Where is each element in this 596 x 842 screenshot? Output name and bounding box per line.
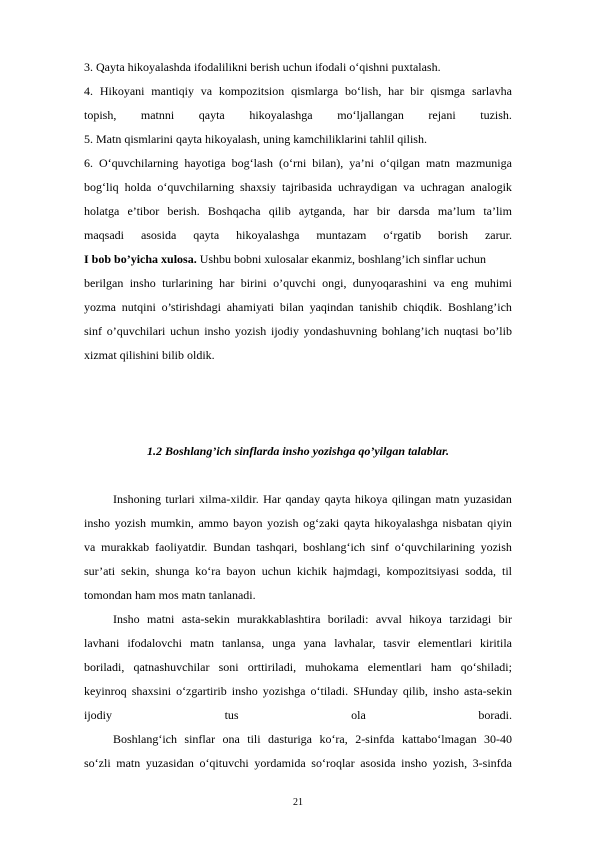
word: orttiriladi, xyxy=(247,660,297,674)
conclusion-line xyxy=(84,252,512,266)
word: o‘quvchilarning xyxy=(157,180,234,194)
paragraph-line xyxy=(84,732,512,746)
word: holda xyxy=(124,180,152,194)
word: soni xyxy=(218,660,239,674)
word: turlari xyxy=(165,492,195,506)
word: ma’lum xyxy=(437,204,476,218)
word: darsda xyxy=(398,204,430,218)
word: boshlang‘ich xyxy=(303,540,366,554)
word: tajribasida xyxy=(282,180,332,194)
word: bog‘liq xyxy=(84,180,119,194)
word: yuzasidan xyxy=(463,492,512,506)
word: o’stirishdagi xyxy=(161,300,221,314)
word: yordamida xyxy=(254,756,306,770)
word: rejani xyxy=(428,108,456,122)
list-line: 3. Qayta hikoyalashda ifodalilikni berish uchun ifodali o‘qishni puxtalash. xyxy=(84,60,441,74)
word: elementlari xyxy=(418,636,472,650)
conclusion-line xyxy=(84,300,512,314)
word: analogik xyxy=(470,180,512,194)
word: o’quvchilari xyxy=(106,324,166,338)
word: mumkin, xyxy=(150,516,194,530)
word: og‘zaki xyxy=(303,516,340,530)
word: 6. xyxy=(84,156,93,170)
word: 30-40 xyxy=(484,732,512,746)
word: faoliyatdir. xyxy=(154,540,208,554)
word: (o‘rni xyxy=(278,156,307,170)
word: Insho xyxy=(113,612,140,626)
word: sinflar xyxy=(184,732,216,746)
list-line xyxy=(84,204,512,218)
word: lavhani xyxy=(84,636,120,650)
word: Boshqacha xyxy=(207,204,261,218)
word: bayon xyxy=(233,516,263,530)
word: matn xyxy=(435,492,460,506)
word: insho xyxy=(432,684,459,698)
word: elementlari xyxy=(367,660,422,674)
word: muntazam xyxy=(316,228,367,242)
word: mo‘ljallangan xyxy=(337,108,404,122)
word: va xyxy=(200,84,213,98)
word: ola xyxy=(351,708,366,722)
word: berilgan xyxy=(84,276,124,290)
word: va xyxy=(433,276,445,290)
word: tili xyxy=(247,732,261,746)
word: kompozitsion xyxy=(218,84,285,98)
word: va xyxy=(84,540,96,554)
word: hajmdagi, xyxy=(332,564,381,578)
paragraph-line xyxy=(84,756,512,770)
word: insho xyxy=(129,276,156,290)
conclusion-text: Ushbu bobni xulosalar ekanmiz, boshlang’ich sinflar uchun xyxy=(196,252,486,266)
word: uchraydigan xyxy=(337,180,398,194)
word: asta-sekin xyxy=(463,684,512,698)
word: tasvir xyxy=(383,636,411,650)
paragraph-line xyxy=(84,636,512,650)
word: qayta xyxy=(343,516,370,530)
word: insho xyxy=(84,516,111,530)
word: unga xyxy=(272,636,296,650)
word: shaxsini xyxy=(131,684,172,698)
conclusion-line xyxy=(84,276,512,290)
paragraph-line xyxy=(84,564,512,578)
word: dasturiga xyxy=(268,732,313,746)
word: hikoya xyxy=(409,612,442,626)
word: kiritila xyxy=(479,636,512,650)
word: nutqini xyxy=(121,300,156,314)
word: muhokama xyxy=(305,660,359,674)
word: ona xyxy=(222,732,240,746)
paragraph-line xyxy=(84,612,512,626)
word: hayotiga xyxy=(184,156,226,170)
list-line xyxy=(84,156,512,170)
word: mazmuniga xyxy=(455,156,512,170)
word: shaxsiy xyxy=(240,180,276,194)
word: bir xyxy=(376,204,391,218)
word: uchun xyxy=(170,324,200,338)
word: zarur. xyxy=(484,228,512,242)
word: chiqdik. xyxy=(403,300,443,314)
word: hikoyalashga xyxy=(236,228,300,242)
word: murakkablashtira xyxy=(237,612,321,626)
list-line: 5. Matn qismlarini qayta hikoyalash, uning kamchiliklarini tahlil qilish. xyxy=(84,132,427,146)
word: bilan xyxy=(279,300,304,314)
word: insho xyxy=(401,756,428,770)
list-line xyxy=(84,84,512,98)
word: ijodiy xyxy=(84,708,113,722)
word: ya’ni xyxy=(349,156,374,170)
word: birini xyxy=(240,276,267,290)
word: uchun xyxy=(261,564,292,578)
word: tarzidagi xyxy=(449,612,492,626)
word: nisbatan xyxy=(442,516,483,530)
word: muhimi xyxy=(474,276,512,290)
word: so‘roqlar xyxy=(311,756,355,770)
word: e’tibor xyxy=(127,204,160,218)
conclusion-label: I bob bo’yicha xulosa. xyxy=(84,252,197,266)
word: ko‘ra, xyxy=(319,732,348,746)
paragraph-line xyxy=(84,708,512,722)
word: yuzasidan xyxy=(145,756,194,770)
conclusion-line xyxy=(84,324,512,338)
word: Inshoning xyxy=(113,492,161,506)
word: mantiqiy xyxy=(151,84,194,98)
word: boradi. xyxy=(478,708,512,722)
word: tanlansa, xyxy=(221,636,265,650)
word: lavhalar, xyxy=(334,636,376,650)
paragraph-line xyxy=(84,660,512,674)
word: bir xyxy=(498,612,512,626)
word: tashqari, xyxy=(256,540,298,554)
word: kichik xyxy=(296,564,327,578)
word: sur’ati xyxy=(84,564,116,578)
word: yana xyxy=(303,636,327,650)
word: Boshlang‘ich xyxy=(113,732,177,746)
word: yondashuvning xyxy=(303,324,378,338)
conclusion-line: xizmat qilishini bilib oldik. xyxy=(84,348,215,362)
word: qismga xyxy=(430,84,466,98)
word: asosida xyxy=(140,228,177,242)
word: qo‘shiladi; xyxy=(460,660,512,674)
word: qilib xyxy=(268,204,291,218)
word: matn xyxy=(116,756,141,770)
word: dunyoqarashini xyxy=(352,276,427,290)
word: hikoyalashga xyxy=(374,516,438,530)
word: qilib, xyxy=(402,684,428,698)
word: matn xyxy=(189,636,214,650)
word: qismlarga xyxy=(291,84,339,98)
word: bir xyxy=(410,84,424,98)
word: sinf xyxy=(370,540,389,554)
list-line xyxy=(84,180,512,194)
word: topish, xyxy=(84,108,117,122)
word: bog‘lash xyxy=(231,156,273,170)
word: sarlavha xyxy=(471,84,512,98)
list-line xyxy=(84,108,512,122)
word: berish. xyxy=(167,204,200,218)
word: Boshlang’ich xyxy=(447,300,512,314)
word: shunga xyxy=(155,564,190,578)
word: ijodiy xyxy=(271,324,300,338)
paragraph-line: tomondan ham mos matn tanlanadi. xyxy=(84,588,256,602)
word: va xyxy=(403,180,415,194)
word: hikoyalashga xyxy=(249,108,313,122)
word: turlarining xyxy=(162,276,213,290)
word: insho xyxy=(231,684,258,698)
word: murakkab xyxy=(101,540,150,554)
word: ammo xyxy=(198,516,229,530)
word: 4. xyxy=(84,84,93,98)
word: o‘tiladi. xyxy=(310,684,349,698)
word: o‘zgartirib xyxy=(176,684,227,698)
word: qayta xyxy=(324,492,351,506)
word: yozishga xyxy=(262,684,306,698)
word: matni xyxy=(147,612,175,626)
word: yozish xyxy=(480,540,512,554)
word: sekin, xyxy=(121,564,150,578)
word: o’quvchi xyxy=(273,276,316,290)
list-line xyxy=(84,228,512,242)
word: qilingan xyxy=(391,492,432,506)
word: yozish xyxy=(114,516,147,530)
word: yaqindan xyxy=(309,300,354,314)
paragraph-line xyxy=(84,492,512,506)
word: tanishib xyxy=(359,300,398,314)
word: SHunday xyxy=(353,684,398,698)
word: so‘zli xyxy=(84,756,111,770)
word: til xyxy=(501,564,512,578)
word: tuzish. xyxy=(480,108,512,122)
word: uchragan xyxy=(420,180,465,194)
word: ahamiyati xyxy=(226,300,275,314)
paragraph-line xyxy=(84,540,512,554)
word: Hikoyani xyxy=(99,84,145,98)
word: hikoya xyxy=(354,492,388,506)
word: Bundan xyxy=(213,540,251,554)
word: O‘quvchilarning xyxy=(99,156,179,170)
word: aytganda, xyxy=(298,204,346,218)
word: bilan), xyxy=(312,156,344,170)
word: yozish xyxy=(234,324,267,338)
word: boriladi, xyxy=(84,660,125,674)
word: o‘rgatib xyxy=(383,228,422,242)
word: asosida xyxy=(360,756,396,770)
word: bo’lib xyxy=(483,324,512,338)
word: bayon xyxy=(226,564,256,578)
word: har xyxy=(353,204,369,218)
word: boriladi: xyxy=(327,612,369,626)
word: matn xyxy=(425,156,450,170)
word: sinf xyxy=(84,324,102,338)
word: har xyxy=(219,276,235,290)
word: qiyin xyxy=(487,516,512,530)
word: xilma-xildir. xyxy=(199,492,259,506)
word: asta-sekin xyxy=(181,612,230,626)
word: eng xyxy=(450,276,469,290)
word: borish xyxy=(438,228,469,242)
paragraph-line xyxy=(84,516,512,530)
word: 3-sinfda xyxy=(472,756,512,770)
word: 2-sinfda xyxy=(355,732,395,746)
page-number: 21 xyxy=(293,797,303,808)
word: ta’lim xyxy=(483,204,512,218)
word: maqsadi xyxy=(84,228,124,242)
word: yozish, xyxy=(432,756,468,770)
word: sodda, xyxy=(465,564,497,578)
word: nuqtasi xyxy=(443,324,479,338)
word: Har xyxy=(263,492,282,506)
word: o‘qilgan xyxy=(379,156,420,170)
word: o‘quvchilarining xyxy=(394,540,475,554)
word: bo‘lish, xyxy=(345,84,382,98)
word: qayta xyxy=(198,108,225,122)
paragraph-line xyxy=(84,684,512,698)
word: ko‘ra xyxy=(195,564,221,578)
word: ongi, xyxy=(322,276,347,290)
word: holatga xyxy=(84,204,120,218)
word: avval xyxy=(375,612,402,626)
word: o‘qituvchi xyxy=(199,756,249,770)
word: qanday xyxy=(285,492,321,506)
word: ham xyxy=(430,660,452,674)
word: matnni xyxy=(140,108,175,122)
word: qayta xyxy=(193,228,220,242)
word: yozish xyxy=(267,516,299,530)
word: kompozitsiyasi xyxy=(386,564,460,578)
word: yozma xyxy=(84,300,116,314)
section-heading: 1.2 Boshlang’ich sinflarda insho yozishga qo’yilgan talablar. xyxy=(146,444,450,458)
word: insho xyxy=(204,324,231,338)
word: kattabo‘lmagan xyxy=(401,732,477,746)
word: har xyxy=(388,84,404,98)
word: tus xyxy=(224,708,239,722)
word: bohlang’ich xyxy=(381,324,440,338)
word: qatnashuvchilar xyxy=(133,660,210,674)
word: keyinroq xyxy=(84,684,127,698)
word: ifodalovchi xyxy=(127,636,182,650)
